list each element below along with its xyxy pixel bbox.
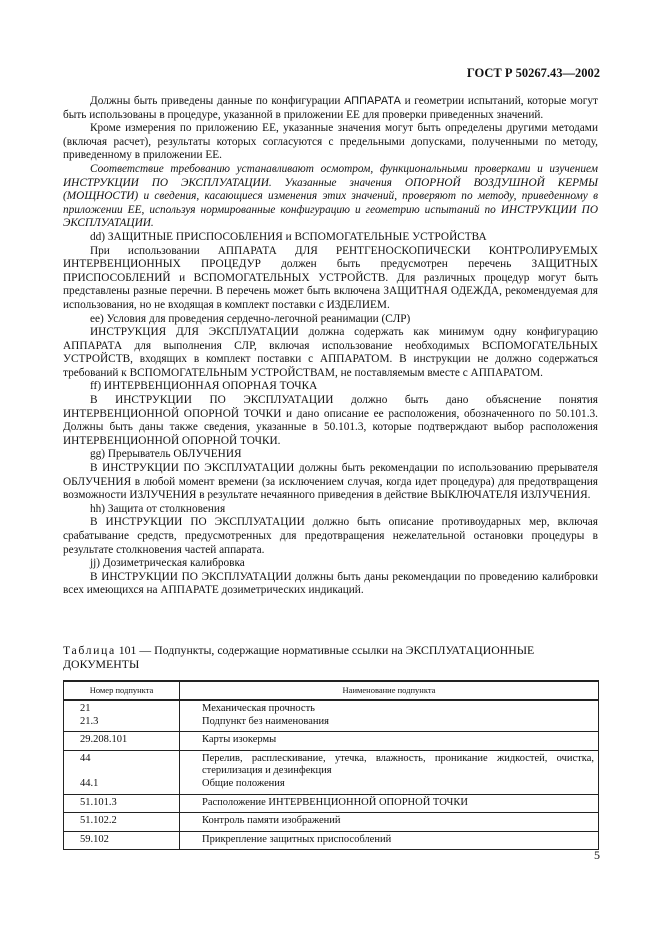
table-row (64, 732, 599, 751)
document-id: ГОСТ Р 50267.43—2002 (466, 66, 600, 80)
cell-number: 44 44.1 (64, 750, 180, 794)
item-dd-text: При использовании АППАРАТА ДЛЯ РЕНТГЕНОСКОПИЧЕСКИ КОНТРОЛИРУЕМЫХ ИНТЕРВЕНЦИОННЫХ ПРОЦЕДУР должен быть предусмотрен перечень ЗАЩИТНЫХ ПРИСПОСОБЛЕНИЙ и ВСПОМОГАТЕЛЬНЫХ УСТРОЙСТВ. Для различных процедур могут быть представлены разные перечни. В перечень может быть включена ЗАЩИТНАЯ ОДЕЖДА, рекомендуемая для использования, но не входящая в комплект поставки с ИЗДЕЛИЕМ. (63, 244, 598, 311)
column-header-number: Номер подпункта (64, 681, 180, 700)
column-header-name: Наименование подпункта (180, 681, 599, 700)
item-gg-text: В ИНСТРУКЦИИ ПО ЭКСПЛУАТАЦИИ должны быть рекомендации по использованию прерывателя ОБЛУЧЕНИЯ в любой момент времени (за исключением случая, когда идет процедура) для предотвращения возможности ИЗЛУЧЕНИЯ в результате нечаянного приведения в действие ВЫКЛЮЧАТЕЛЯ ИЗЛУЧЕНИЯ. (63, 462, 598, 502)
table-row (64, 794, 599, 813)
cell-name: Перелив, расплескивание, утечка, влажность, проникание жидкостей, очистка, стерилизация и дезинфекция Общие положения (180, 750, 599, 794)
item-hh-text: В ИНСТРУКЦИИ ПО ЭКСПЛУАТАЦИИ должно быть описание противоударных мер, включая срабатывание средств, предусмотренных для предотвращения нежелательной остановки процедуры в результате столкновения частей аппарата. (63, 516, 598, 556)
item-ff-title: ff) ИНТЕРВЕНЦИОННАЯ ОПОРНАЯ ТОЧКА (90, 380, 318, 393)
item-ff-text: В ИНСТРУКЦИИ ПО ЭКСПЛУАТАЦИИ должно быть дано объяснение понятия ИНТЕРВЕНЦИОННОЙ ОПОРНОЙ ТОЧКИ и дано описание ее расположения, обозначенного по 50.101.3. Должны быть даны также сведения, указанные в 50.101.3, которые подтверждают выбор расположения ИНТЕРВЕНЦИОННОЙ ОПОРНОЙ ТОЧКИ. (63, 394, 598, 447)
paragraph-compliance: Соответствие требованию устанавливают осмотром, функциональными проверками и изучением ИНСТРУКЦИИ ПО ЭКСПЛУАТАЦИИ. Указанные значения ОПОРНОЙ ВОЗДУШНОЙ КЕРМЫ (МОЩНОСТИ) и сведения, касающиеся изменения этих значений, проверяют по методу, приведенному в приложении ЕЕ, используя нормированные конфигурацию и геометрию испытаний по ИНСТРУКЦИИ ПО ЭКСПЛУАТАЦИИ. (63, 162, 598, 230)
cell-number: 51.102.2 (64, 813, 180, 832)
table-row (64, 831, 599, 850)
paragraph-config: Должны быть приведены данные по конфигурации АППАРАТА и геометрии испытаний, которые могут быть использованы в процедуре, указанной в приложении ЕЕ для проверки приведенных значений. (63, 95, 598, 121)
item-ee-title: ee) Условия для проведения сердечно-легочной реанимации (СЛР) (90, 312, 411, 325)
cell-name: Карты изокермы (180, 732, 599, 751)
table-row (64, 813, 599, 832)
subclauses-table (63, 680, 599, 850)
item-jj-title: jj) Дозиметрическая калибровка (90, 557, 245, 570)
table-header-row (64, 681, 599, 700)
cell-number: 51.101.3 (64, 794, 180, 813)
cell-number: 21 21.3 (64, 700, 180, 732)
item-gg-title: gg) Прерыватель ОБЛУЧЕНИЯ (90, 448, 242, 461)
paragraph-measurement: Кроме измерения по приложению ЕЕ, указанные значения могут быть определены другими методами (включая расчет), результаты которых согласуются с предельными допусками, полученными по методу, приведенному в приложении ЕЕ. (63, 122, 598, 162)
table-row (64, 750, 599, 794)
cell-name: Прикрепление защитных приспособлений (180, 831, 599, 850)
cell-name: Расположение ИНТЕРВЕНЦИОННОЙ ОПОРНОЙ ТОЧКИ (180, 794, 599, 813)
item-dd-title: dd) ЗАЩИТНЫЕ ПРИСПОСОБЛЕНИЯ и ВСПОМОГАТЕЛЬНЫЕ УСТРОЙСТВА (90, 230, 487, 243)
cell-number: 29.208.101 (64, 732, 180, 751)
cell-name: Контроль памяти изображений (180, 813, 599, 832)
page-number: 5 (594, 848, 600, 862)
table-caption: Таблица 101 — Подпункты, содержащие нормативные ссылки на ЭКСПЛУАТАЦИОННЫЕ ДОКУМЕНТЫ (63, 643, 535, 671)
item-jj-text: В ИНСТРУКЦИИ ПО ЭКСПЛУАТАЦИИ должны быть даны рекомендации по проведению калибровки всех имеющихся на АППАРАТЕ дозиметрических индикаций. (63, 570, 598, 597)
cell-number: 59.102 (64, 831, 180, 850)
item-hh-title: hh) Защита от столкновения (90, 502, 226, 515)
body-text (63, 95, 598, 598)
cell-name: Механическая прочность Подпункт без наименования (180, 700, 599, 732)
item-ee-text: ИНСТРУКЦИЯ ДЛЯ ЭКСПЛУАТАЦИИ должна содержать как минимум одну конфигурацию АППАРАТА для выполнения СЛР, включая использование необходимых ВСПОМОГАТЕЛЬНЫХ УСТРОЙСТВ, входящих в комплект поставки с АППАРАТОМ. В инструкции не должно содержаться требований к ВСПОМОГАТЕЛЬНЫМ УСТРОЙСТВАМ, не поставляемым вместе с АППАРАТОМ. (63, 326, 598, 379)
table-row (64, 700, 599, 732)
